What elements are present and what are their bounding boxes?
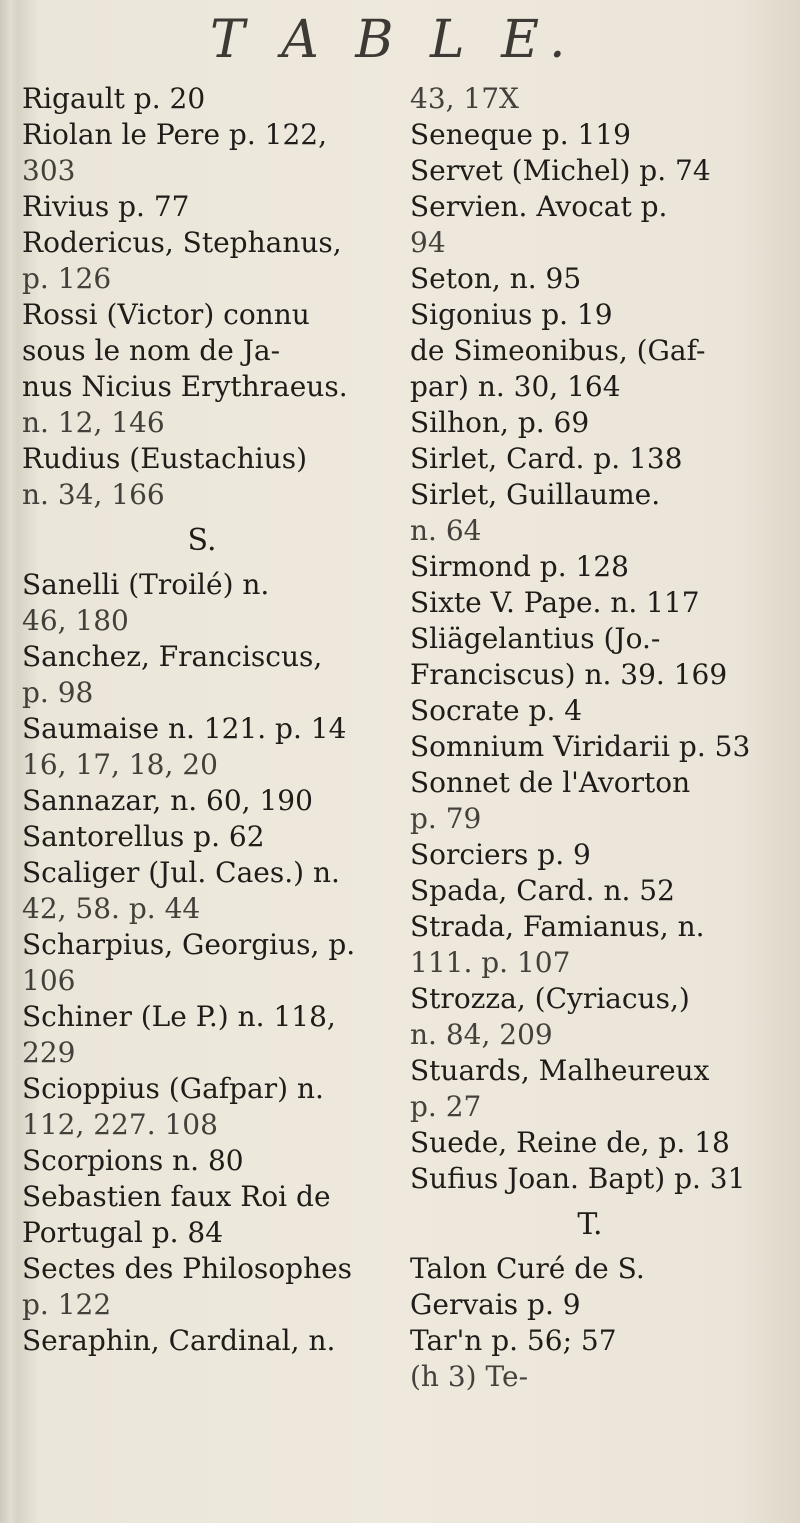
section-t-heading: T. [577,1207,603,1242]
index-entry: Suede, Reine de, p. 18 [410,1126,730,1159]
index-entry: p. 79 [410,802,482,835]
index-entry: p. 126 [22,262,112,295]
index-entry: Scharpius, Georgius, p. [22,928,356,961]
index-entry: p. 122 [22,1288,112,1321]
index-entry: Rudius (Eustachius) [22,442,308,475]
index-entry: 303 [22,154,76,187]
index-entry: Talon Curé de S. [410,1252,645,1285]
page-edge-shadow [0,0,18,1523]
index-entry: Strada, Famianus, n. [410,910,705,943]
index-entry: Portugal p. 84 [22,1216,224,1249]
index-entry: Sannazar, n. 60, 190 [22,784,313,817]
index-entry: Santorellus p. 62 [22,820,265,853]
index-entry: Stuards, Malheureux [410,1054,710,1087]
index-entry: par) n. 30, 164 [410,370,621,403]
index-entry: Seneque p. 119 [410,118,631,151]
index-entry: n. 34, 166 [22,478,165,511]
index-entry: Sebastien faux Roi de [22,1180,331,1213]
index-entry: Scorpions n. 80 [22,1144,244,1177]
index-entry: (h 3) Te- [410,1360,529,1393]
index-entry: Servien. Avocat p. [410,190,668,223]
section-s-heading: S. [187,523,217,558]
index-entry: Sectes des Philosophes [22,1252,353,1285]
index-entry: Silhon, p. 69 [410,406,590,439]
index-entry: Sirlet, Guillaume. [410,478,661,511]
right-column [410,82,770,1396]
index-entry: Scaliger (Jul. Caes.) n. [22,856,340,889]
left-column [22,82,382,1360]
index-entry: 16, 17, 18, 20 [22,748,218,781]
index-entry: Sixte V. Pape. n. 117 [410,586,700,619]
index-entry: Sanelli (Troilé) n. [22,568,270,601]
page-title: T A B L E. [210,10,576,70]
index-entry: 112, 227. 108 [22,1108,218,1141]
index-entry: Schiner (Le P.) n. 118, [22,1000,336,1033]
index-entry: Strozza, (Cyriacus,) [410,982,690,1015]
index-entry: n. 84, 209 [410,1018,553,1051]
index-entry: Sirlet, Card. p. 138 [410,442,683,475]
index-entry: Scioppius (Gafpar) n. [22,1072,324,1105]
index-entry: Socrate p. 4 [410,694,583,727]
index-entry: n. 12, 146 [22,406,165,439]
index-entry: Saumaise n. 121. p. 14 [22,712,347,745]
index-entry: Sufius Joan. Bapt) p. 31 [410,1162,746,1195]
index-entry: Gervais p. 9 [410,1288,581,1321]
index-entry: Sonnet de l'Avorton [410,766,691,799]
index-entry: de Simeonibus, (Gaf- [410,334,706,367]
index-entry: Franciscus) n. 39. 169 [410,658,728,691]
index-entry: sous le nom de Ja- [22,334,281,367]
index-entry: n. 64 [410,514,482,547]
index-entry: Sigonius p. 19 [410,298,613,331]
index-entry: p. 98 [22,676,94,709]
index-entry: Spada, Card. n. 52 [410,874,675,907]
index-entry: Rivius p. 77 [22,190,190,223]
index-entry: Rossi (Victor) connu [22,298,310,331]
index-entry: nus Nicius Erythraeus. [22,370,348,403]
index-entry: Sirmond p. 128 [410,550,629,583]
index-entry: Seton, n. 95 [410,262,582,295]
index-entry: Sanchez, Franciscus, [22,640,323,673]
index-entry: p. 27 [410,1090,482,1123]
index-entry: Seraphin, Cardinal, n. [22,1324,336,1357]
index-entry: 229 [22,1036,76,1069]
index-entry: 106 [22,964,76,997]
index-entry: Rigault p. 20 [22,82,206,115]
index-entry: 46, 180 [22,604,129,637]
index-entry: 111. p. 107 [410,946,571,979]
index-entry: Servet (Michel) p. 74 [410,154,711,187]
index-entry: 94 [410,226,446,259]
index-entry: Sorciers p. 9 [410,838,591,871]
index-entry: Tar'n p. 56; 57 [410,1324,617,1357]
index-entry: Sliägelantius (Jo.- [410,622,661,655]
index-entry: 43, 17X [410,82,519,115]
index-entry: 42, 58. p. 44 [22,892,201,925]
index-entry: Rodericus, Stephanus, [22,226,342,259]
index-entry: Somnium Viridarii p. 53 [410,730,751,763]
index-entry: Riolan le Pere p. 122, [22,118,327,151]
